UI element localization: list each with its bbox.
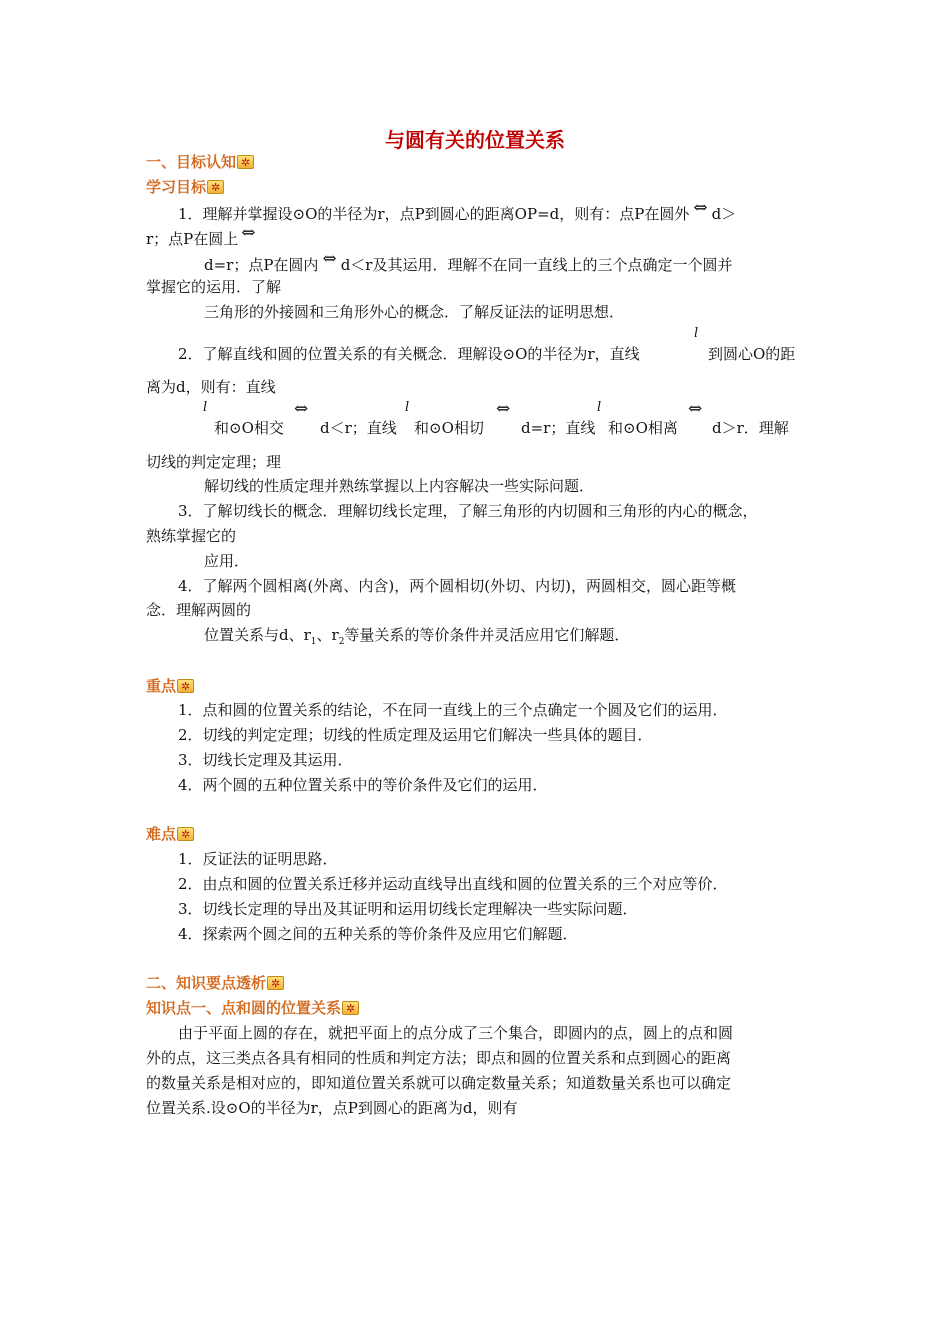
goal-1-line-4: 掌握它的运用．了解 — [146, 278, 282, 296]
paragraph-line: 的数量关系是相对应的，即知道位置关系就可以确定数量关系；知道数量关系也可以确定 — [146, 1074, 732, 1092]
goal-2-line-1-tail: 到圆心O的距 — [708, 345, 796, 363]
line-symbol: l — [694, 326, 699, 341]
iff-symbol: ⇔ — [322, 249, 337, 269]
goal-2-less-line: d＜r；直线 — [320, 419, 397, 437]
subsection-heading-key-points: 重点✲ — [146, 676, 194, 696]
line-symbol: l — [597, 400, 602, 415]
iff-symbol: ⇔ — [496, 399, 511, 419]
folder-star-icon[interactable] — [177, 679, 194, 693]
iff-symbol: ⇔ — [688, 399, 703, 419]
paragraph-line: 由于平面上圆的存在，就把平面上的点分成了三个集合，即圆内的点，圆上的点和圆 — [178, 1024, 734, 1042]
folder-star-icon[interactable] — [342, 1001, 359, 1015]
goal-2-line-1: 2．了解直线和圆的位置关系的有关概念．理解设⊙O的半径为r，直线 — [178, 345, 640, 363]
page-title: 与圆有关的位置关系 — [385, 128, 565, 152]
goal-3-line-1: 3．了解切线长的概念．理解切线长定理，了解三角形的内切圆和三角形的内心的概念， — [178, 502, 758, 520]
line-symbol: l — [203, 400, 208, 415]
subsection-heading-difficult-points: 难点✲ — [146, 824, 194, 844]
goal-3-line-3: 应用． — [204, 552, 250, 570]
folder-star-icon[interactable] — [207, 180, 224, 194]
goal-1-line-3: d=r；点P在圆内 ⇔ d＜r及其运用．理解不在同一直线上的三个点确定一个圆并 — [204, 249, 733, 274]
key-point-item: 1．点和圆的位置关系的结论，不在同一直线上的三个点确定一个圆及它们的运用． — [178, 701, 728, 719]
paragraph-line: 位置关系.设⊙O的半径为r，点P到圆心的距离为d，则有 — [146, 1099, 518, 1117]
goal-2-tangent: 和⊙O相切 — [414, 419, 484, 437]
goal-1-line-1: 1．理解并掌握设⊙O的半径为r，点P到圆心的距离OP=d，则有：点P在圆外 ⇔ d＞ — [178, 198, 737, 223]
goal-2-greater: d＞r．理解 — [712, 419, 789, 437]
key-point-item: 4．两个圆的五种位置关系中的等价条件及它们的运用． — [178, 776, 548, 794]
goal-2-line-5: 解切线的性质定理并熟练掌握以上内容解决一些实际问题． — [204, 477, 595, 495]
goal-4-line-2: 念．理解两圆的 — [146, 601, 252, 619]
section-heading-knowledge-analysis: 二、知识要点透析✲ — [146, 973, 284, 993]
key-point-item: 3．切线长定理及其运用． — [178, 751, 353, 769]
subsection-heading-learning-goals: 学习目标✲ — [146, 177, 224, 197]
difficult-point-item: 2．由点和圆的位置关系迁移并运动直线导出直线和圆的位置关系的三个对应等价． — [178, 875, 728, 893]
difficult-point-item: 1．反证法的证明思路． — [178, 850, 338, 868]
goal-2-intersect: 和⊙O相交 — [214, 419, 284, 437]
goal-2-separate: 和⊙O相离 — [608, 419, 678, 437]
goal-2-line-4: 切线的判定定理；理 — [146, 453, 282, 471]
folder-star-icon[interactable] — [177, 827, 194, 841]
iff-symbol: ⇔ — [294, 399, 309, 419]
line-symbol: l — [405, 400, 410, 415]
folder-star-icon[interactable] — [237, 155, 254, 169]
goal-3-line-2: 熟练掌握它的 — [146, 527, 237, 545]
key-point-item: 2．切线的判定定理；切线的性质定理及运用它们解决一些具体的题目． — [178, 726, 653, 744]
difficult-point-item: 4．探索两个圆之间的五种关系的等价条件及应用它们解题． — [178, 925, 578, 943]
folder-star-icon[interactable] — [267, 976, 284, 990]
paragraph-line: 外的点，这三类点各具有相同的性质和判定方法；即点和圆的位置关系和点到圆心的距离 — [146, 1049, 732, 1067]
goal-1-line-5: 三角形的外接圆和三角形外心的概念．了解反证法的证明思想． — [204, 303, 625, 321]
iff-symbol: ⇔ — [693, 198, 708, 218]
subsection-heading-point-circle: 知识点一、点和圆的位置关系✲ — [146, 998, 359, 1018]
goal-1-line-2: r；点P在圆上 ⇔ — [146, 223, 256, 248]
section-heading-goals-overview: 一、目标认知✲ — [146, 152, 254, 172]
difficult-point-item: 3．切线长定理的导出及其证明和运用切线长定理解决一些实际问题． — [178, 900, 638, 918]
iff-symbol: ⇔ — [241, 223, 256, 243]
goal-4-line-3: 位置关系与d、$r_1$、$r_2$等量关系的等价条件并灵活应用它们解题． — [204, 626, 630, 647]
goal-2-equal-line: d=r；直线 — [521, 419, 596, 437]
goal-2-line-2: 离为d，则有：直线 — [146, 378, 276, 396]
goal-4-line-1: 4．了解两个圆相离(外离、内含)，两个圆相切(外切、内切)，两圆相交，圆心距等概 — [178, 577, 736, 595]
